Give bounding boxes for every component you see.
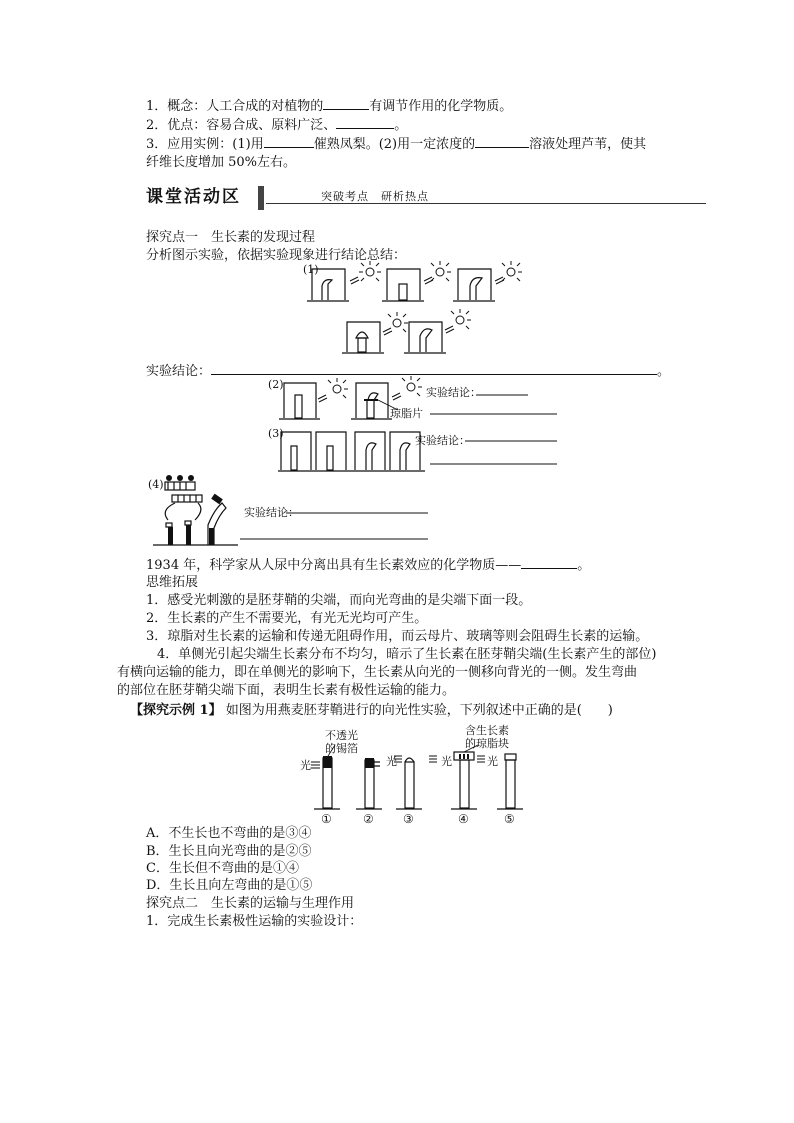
intro-line-2: 2．优点：容易合成、原料广泛、 。	[146, 118, 408, 133]
intro-line-3: 3．应用实例：(1)用 催熟凤梨。(2)用一定浓度的 溶液处理芦苇，使其	[146, 137, 647, 152]
section1-title: 探究点一 生长素的发现过程	[146, 230, 316, 245]
fig1-conclusion: 实验结论： 。	[146, 364, 671, 379]
foil-label-1: 不透光	[325, 729, 358, 742]
option-c[interactable]: C．生长但不弯曲的是①④	[146, 861, 299, 876]
intro-line-4: 纤维长度增加 50%左右。	[146, 155, 297, 170]
agar-label: 琼脂片	[390, 407, 423, 420]
fig4-conclusion-label: 实验结论：	[244, 506, 299, 519]
fig-num-3: ③	[403, 812, 414, 826]
thinking-p1: 1．感受光刺激的是胚芽鞘的尖端，而向光弯曲的是尖端下面一段。	[146, 593, 532, 608]
example-tag: 【探究示例 1】	[130, 703, 222, 718]
option-a[interactable]: A．不生长也不弯曲的是③④	[146, 826, 312, 841]
example-question: 【探究示例 1】 如图为用燕麦胚芽鞘进行的向光性实验，下列叙述中正确的是( )	[130, 703, 613, 718]
fig-num-4: ④	[458, 812, 469, 826]
option-d[interactable]: D．生长且向左弯曲的是①⑤	[146, 878, 313, 893]
thinking-p3: 3．琼脂对生长素的运输和传递无阻碍作用，而云母片、玻璃等则会阻碍生长素的运输。	[146, 629, 649, 644]
light-label-3: 光	[441, 755, 452, 768]
foil-label-2: 的锡箔	[325, 742, 358, 755]
section2-title: 探究点二 生长素的运输与生理作用	[146, 896, 355, 911]
thinking-p4-line1: 4．单侧光引起尖端生长素分布不均匀，暗示了生长素在胚芽鞘尖端(生长素产生的部位)	[157, 647, 657, 662]
fig1-label: (1)	[303, 263, 319, 276]
thinking-p2: 2．生长素的产生不需要光，有光无光均可产生。	[146, 611, 428, 626]
thinking-p4-line2: 有横向运输的能力，即在单侧光的影响下，生长素从向光的一侧移向背光的一侧。发生弯曲	[117, 665, 638, 680]
fig-num-2: ②	[363, 812, 374, 826]
fig-num-1: ①	[321, 812, 332, 826]
light-label-1: 光	[300, 759, 311, 772]
agar-block-label-2: 的琼脂块	[465, 737, 509, 750]
fig2-conclusion-label: 实验结论：	[426, 386, 481, 399]
fig2-label: (2)	[268, 378, 284, 391]
section2-item1: 1．完成生长素极性运输的实验设计：	[146, 914, 363, 929]
fig4-label: (4)	[148, 478, 164, 491]
banner-title: 课堂活动区	[146, 187, 241, 207]
intro-line-1: 1．概念：人工合成的对植物的 有调节作用的化学物质。	[146, 99, 513, 114]
section1-instruction: 分析图示实验，依据实验现象进行结论总结：	[146, 248, 407, 263]
agar-block-label-1: 含生长素	[465, 724, 509, 737]
fig3-label: (3)	[268, 427, 284, 440]
option-b[interactable]: B．生长且向光弯曲的是②⑤	[146, 844, 312, 859]
light-label-4: 光	[487, 755, 498, 768]
thinking-title: 思维拓展	[146, 575, 199, 590]
light-label-2: 光	[386, 755, 397, 768]
year-sentence: 1934 年，科学家从人尿中分离出具有生长素效应的化学物质—— 。	[146, 558, 591, 573]
fig-num-5: ⑤	[504, 812, 515, 826]
thinking-p4-line3: 的部位在胚芽鞘尖端下面，表明生长素有极性运输的能力。	[117, 683, 456, 698]
fig3-conclusion-label: 实验结论：	[415, 434, 470, 447]
banner-subtitle: 突破考点 研析热点	[321, 190, 429, 203]
